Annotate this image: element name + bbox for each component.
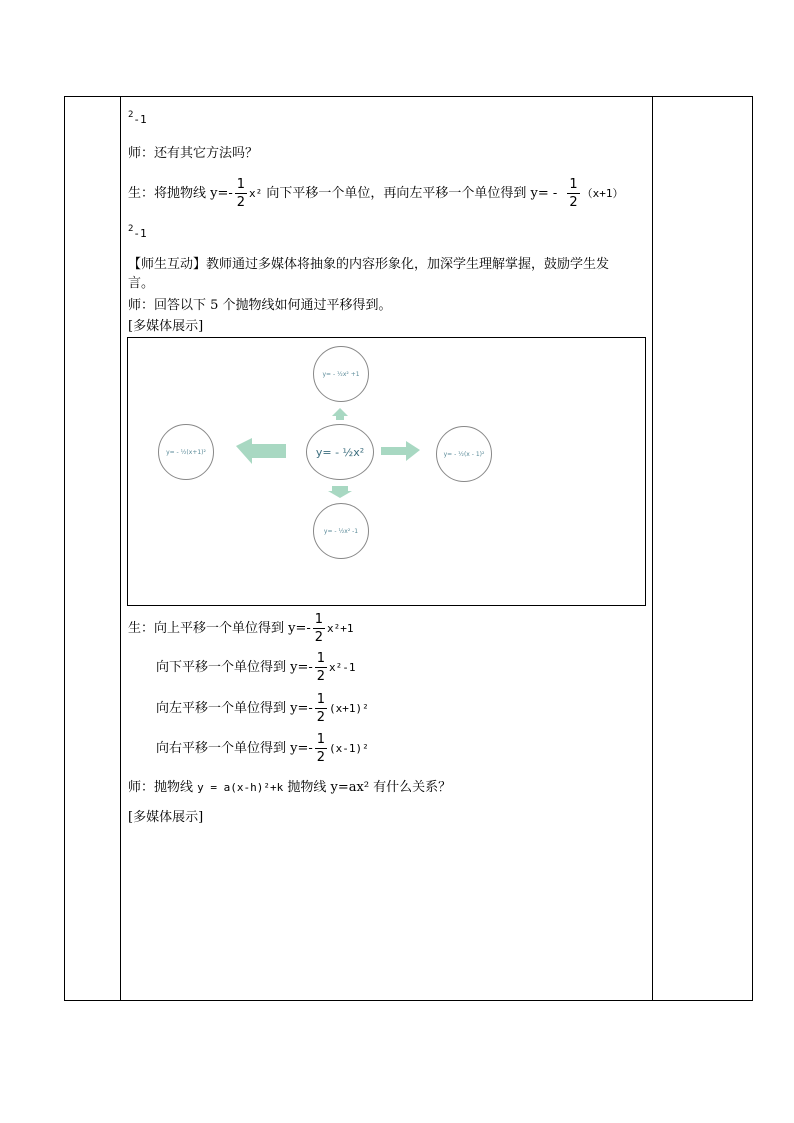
- frac-num: 1: [314, 612, 324, 627]
- teacher-question-2: 师：回答以下 5 个抛物线如何通过平移得到。: [128, 298, 392, 313]
- top-formula: y= - ½x² +1: [322, 370, 360, 378]
- student-answer-1: [128, 175, 623, 213]
- answer-right-formula: (x-1)²: [329, 742, 369, 755]
- column-divider-right: [652, 96, 653, 1001]
- question3-suffix: 抛物线 y=ax² 有什么关系？: [287, 780, 452, 795]
- frac-den: 2: [569, 195, 578, 210]
- answer-right-prefix: 向右平移一个单位得到 y=-: [156, 741, 313, 756]
- exp-2: 2: [128, 110, 134, 120]
- frac-den: 2: [236, 195, 246, 210]
- fraction-half: [315, 691, 327, 726]
- frac-den: 2: [316, 669, 326, 684]
- student-answer-down: [156, 649, 356, 687]
- answer1-middle: 向下平移一个单位，再向左平移一个单位得到 y= -: [262, 186, 558, 201]
- exp-2: 2: [128, 224, 134, 234]
- frac-den: 2: [314, 630, 324, 645]
- fraction-half: [235, 176, 247, 211]
- question3-prefix: 师：抛物线: [128, 780, 194, 795]
- vertex-form-formula: y = a(x-h)²+k: [197, 781, 284, 794]
- fraction-half: [567, 176, 579, 211]
- teacher-question-1: 师：还有其它方法吗？: [128, 146, 259, 161]
- frac-num: 1: [316, 732, 326, 747]
- answer1-tail: （x+1）: [581, 187, 624, 200]
- multimedia-diagram: [127, 337, 646, 606]
- arrow-right-icon: [381, 441, 420, 461]
- multimedia-label-1: [多媒体展示]: [128, 319, 204, 334]
- fraction-half: [315, 731, 327, 766]
- frac-num: 1: [569, 177, 578, 192]
- student-answer-left: [156, 690, 369, 728]
- answer-down-prefix: 向下平移一个单位得到 y=-: [156, 660, 313, 675]
- arrow-up-icon: [332, 408, 348, 420]
- right-formula: y= - ½(x - 1)²: [443, 450, 485, 458]
- left-formula: y= - ½(x+1)²: [166, 448, 206, 456]
- minus-one: -1: [133, 227, 147, 240]
- answer-left-formula: (x+1)²: [329, 702, 369, 715]
- frac-den: 2: [316, 710, 326, 725]
- answer1-prefix: 生：将抛物线 y=-: [128, 186, 233, 201]
- text-line-1: [128, 112, 147, 129]
- center-formula: y= - ½x²: [315, 445, 365, 459]
- answer-left-prefix: 向左平移一个单位得到 y=-: [156, 701, 313, 716]
- column-divider-left: [120, 96, 121, 1001]
- text-line-4: [128, 226, 147, 243]
- fraction-half: [313, 611, 325, 646]
- minus-one: -1: [133, 113, 147, 126]
- answer1-x2: x²: [249, 187, 263, 200]
- student-answer-up: [128, 610, 354, 648]
- answer-down-formula: x²-1: [329, 661, 356, 674]
- frac-den: 2: [316, 750, 326, 765]
- teacher-question-3: [128, 780, 451, 796]
- arrows: [128, 338, 645, 605]
- interaction-line-2: 言。: [128, 276, 155, 291]
- answer-up-formula: x²+1: [327, 622, 354, 635]
- interaction-line-1: 【师生互动】教师通过多媒体将抽象的内容形象化，加深学生理解掌握，鼓励学生发: [128, 257, 610, 272]
- frac-num: 1: [316, 651, 326, 666]
- student-answer-right: [156, 730, 369, 768]
- arrow-left-icon: [236, 438, 286, 464]
- bottom-formula: y= - ½x² -1: [323, 527, 359, 535]
- frac-num: 1: [316, 692, 326, 707]
- answer-up-prefix: 生：向上平移一个单位得到 y=-: [128, 621, 311, 636]
- arrow-down-icon: [328, 486, 352, 498]
- frac-num: 1: [236, 177, 246, 192]
- multimedia-label-2: [多媒体展示]: [128, 810, 204, 825]
- fraction-half: [315, 650, 327, 685]
